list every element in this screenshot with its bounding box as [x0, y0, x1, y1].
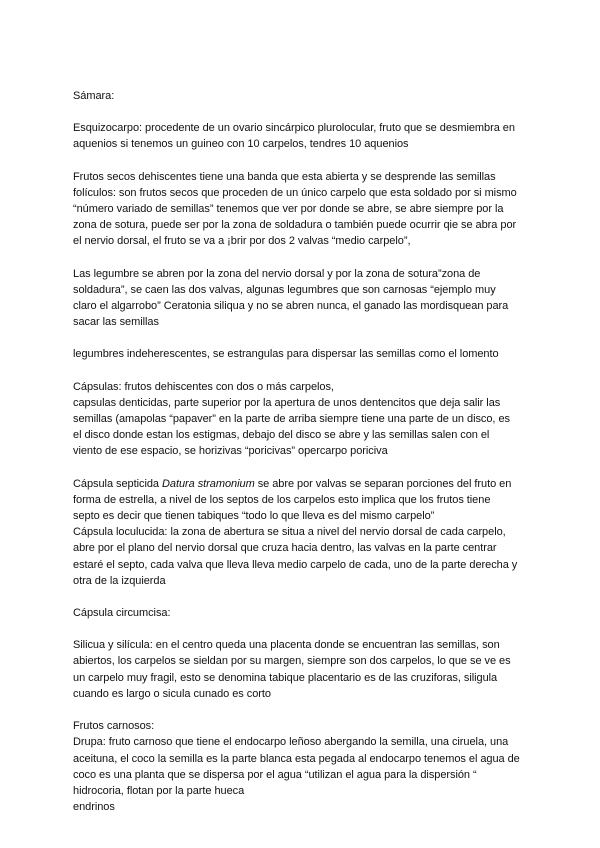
- text-line: zona de sotura, puede ser por la zona de soldadura o también puede ocurrir qie se abra por: [73, 219, 517, 232]
- paragraph-capsulas: [73, 379, 535, 460]
- text-line: septo es decir que tienen tabiques “todo lo que lleva es del mismo carpelo”: [73, 510, 435, 523]
- text-line: abiertos, los carpelos se sieldan por su margen, siempre son dos carpelos, lo que se ve es: [73, 655, 511, 668]
- text-line: estaré el septo, cada valva que lleva lleva medio carpelo de cada, uno de la parte derecha y: [73, 558, 518, 571]
- text-line: Frutos carnosos:: [73, 720, 155, 733]
- paragraph-samara: [73, 88, 535, 104]
- text-line: Esquizocarpo: procedente de un ovario sincárpico plurolocular, fruto que se desmiembra en: [73, 122, 515, 135]
- paragraph-capsula-circumcisa: [73, 605, 535, 621]
- text-line: el disco donde estan los estigmas, debajo del disco se abre y las semillas salen con el: [73, 429, 490, 442]
- text-line: Drupa: fruto carnoso que tiene el endocarpo leñoso abergando la semilla, una ciruela, una: [73, 736, 509, 749]
- paragraph-legumbres: [73, 266, 535, 331]
- text-line: coco es una planta que se dispersa por el agua “utilizan el agua para la dispersión “: [73, 768, 477, 781]
- text-line: aceituna, el coco la semilla es la parte blanca esta pegada al endocarpo tenemos el agua de: [73, 752, 520, 765]
- text-line: forma de estrella, a nivel de los septos de los carpelos esto implica que los frutos tiene: [73, 493, 491, 506]
- text-line: endrinos: [73, 801, 115, 814]
- paragraph-esquizocarpo: [73, 120, 535, 152]
- text-line: Sámara:: [73, 90, 115, 102]
- text-line: aquenios si tenemos un guineo con 10 carpelos, tendres 10 aquenios: [73, 138, 409, 151]
- text-line: legumbres indeherescentes, se estrangulas para dispersar las semillas como el lomento: [73, 348, 499, 361]
- paragraph-legumbres-indehiscentes: [73, 346, 535, 362]
- text-line: Frutos secos dehiscentes tiene una banda que esta abierta y se desprende las semillas: [73, 170, 496, 183]
- text-line: soldadura”, se caen las dos valvas, algunas legumbres que son carnosas “ejemplo muy: [73, 283, 496, 296]
- text-line: Silicua y silícula: en el centro queda una placenta donde se encuentran las semillas, son: [73, 639, 500, 652]
- text-line: folículos: son frutos secos que proceden de un único carpelo que esta soldado por si mismo: [73, 186, 517, 199]
- text-line: sacar las semillas: [73, 316, 159, 329]
- text-line: “número variado de semillas” tenemos que ver por donde se abre, se abre siempre por la: [73, 203, 504, 216]
- text-line: Las legumbre se abren por la zona del nervio dorsal y por la zona de sotura”zona de: [73, 267, 481, 280]
- text-line: abre por el plano del nervio dorsal que cruza hacia dentro, las valvas en la parte centrar: [73, 542, 497, 555]
- paragraph-silicua: [73, 637, 535, 702]
- text-line: un carpelo muy fragil, esto se denomina tabique placentario es de las cruziforas, siligula: [73, 671, 498, 684]
- text-line: hidrocoria, flotan por la parte hueca: [73, 784, 245, 797]
- paragraph-capsula-septicida: [73, 476, 535, 589]
- text-line: el nervio dorsal, el fruto se va a ¡brir por dos 2 valvas “medio carpelo”,: [73, 235, 411, 248]
- document-body: [73, 88, 535, 815]
- species-name-italic: Datura stramonium: [162, 477, 255, 490]
- text-line-septicida: [73, 476, 535, 492]
- text-line: claro el algarrobo” Ceratonia siliqua y no se abren nunca, el ganado las mordisquean para: [73, 300, 509, 313]
- text-line: cuando es largo o sicula cunado es corto: [73, 687, 271, 700]
- text-line: capsulas denticidas, parte superior por la apertura de unos dentencitos que deja salir las: [73, 396, 501, 409]
- text-run: se abre por valvas se separan porciones del fruto en: [254, 477, 512, 490]
- text-line: Cápsula loculucida: la zona de abertura se situa a nivel del nervio dorsal de cada carpelo,: [73, 526, 506, 539]
- text-line: otra de la izquierda: [73, 574, 166, 587]
- text-run: Cápsula septicida: [73, 477, 162, 490]
- paragraph-frutos-carnosos: [73, 718, 535, 815]
- text-line: Cápsula circumcisa:: [73, 607, 171, 620]
- paragraph-frutos-secos: [73, 169, 535, 250]
- text-line: viento de ese espacio, se horizivas “poricivas” opercarpo poriciva: [73, 445, 388, 458]
- text-line: semillas (amapolas “papaver” en la parte de arriba siempre tiene una parte de un disco, es: [73, 413, 510, 426]
- text-line: Cápsulas: frutos dehiscentes con dos o más carpelos,: [73, 380, 334, 393]
